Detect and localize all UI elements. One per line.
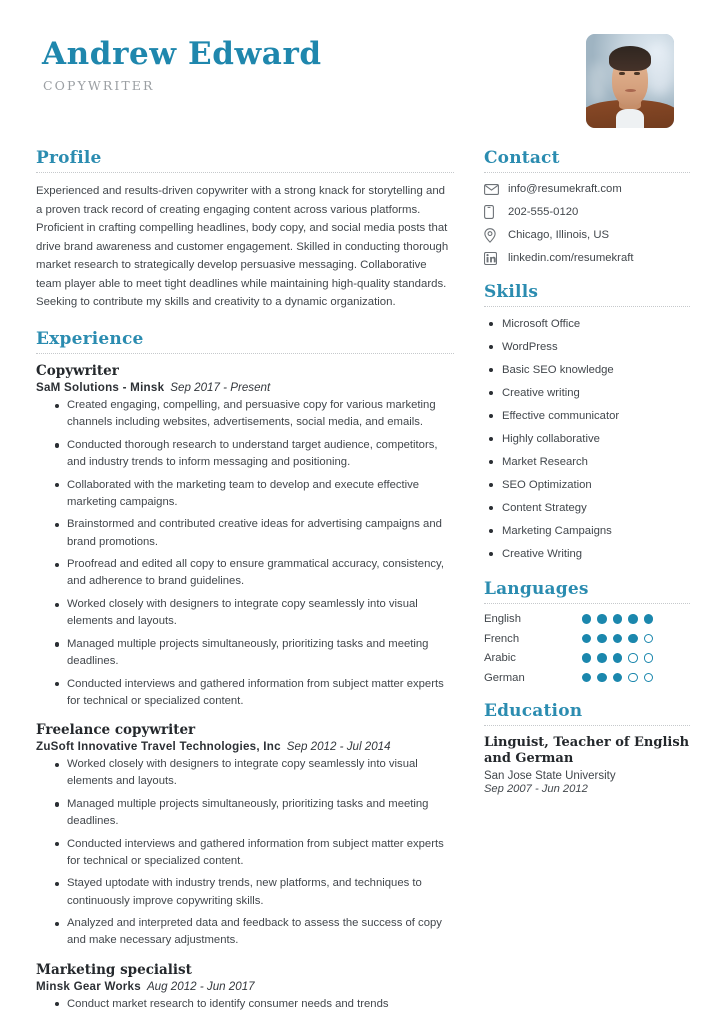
experience-bullet: Stayed uptodate with industry trends, new platforms, and techniques to continuously improve copywriting skills. (55, 875, 454, 909)
language-row (484, 613, 690, 625)
experience-bullet-list (36, 756, 454, 950)
envelope-icon (484, 182, 501, 196)
level-dot-filled (628, 634, 638, 644)
skill-item: Marketing Campaigns (487, 523, 690, 539)
experience-bullet: Worked closely with designers to integrate copy seamlessly into visual elements and layouts. (55, 596, 454, 630)
level-dot-filled (597, 634, 607, 644)
right-column (484, 148, 690, 1030)
experience-meta (36, 980, 454, 993)
language-level-dots (582, 673, 654, 683)
skill-item: SEO Optimization (487, 477, 690, 493)
linkedin-icon (484, 251, 501, 265)
language-row (484, 672, 690, 684)
experience-list (36, 363, 454, 1013)
contact-item[interactable] (484, 182, 690, 196)
experience-item (36, 962, 454, 1013)
skill-item: Creative Writing (487, 546, 690, 562)
level-dot-empty (644, 634, 654, 644)
experience-bullet: Created engaging, compelling, and persuasive copy for various marketing channels including websites, advertisements, social media, and emails. (55, 397, 454, 431)
level-dot-filled (582, 653, 592, 663)
experience-bullet: Worked closely with designers to integrate copy seamlessly into visual elements and layouts. (55, 756, 454, 790)
experience-item (36, 363, 454, 710)
resume-header (36, 30, 690, 148)
avatar-mouth (625, 89, 636, 92)
language-name: Arabic (483, 652, 516, 665)
language-level-dots (582, 653, 654, 663)
experience-bullet: Managed multiple projects simultaneously, prioritizing tasks and meeting deadlines. (55, 636, 454, 670)
experience-dates: Aug 2012 - Jun 2017 (146, 979, 255, 993)
page-title: Andrew Edward (42, 36, 322, 72)
experience-bullet: Conducted interviews and gathered information from subject matter experts for technical or specialized content. (55, 836, 454, 870)
skill-item: Microsoft Office (487, 316, 690, 332)
level-dot-filled (613, 614, 623, 624)
experience-bullet-list (36, 397, 454, 710)
language-row (484, 633, 690, 645)
section-education (484, 701, 690, 796)
contact-value: info@resumekraft.com (507, 183, 622, 195)
experience-bullet: Brainstormed and contributed creative ideas for advertising campaigns and brand promotions. (55, 516, 454, 550)
left-column (36, 148, 454, 1030)
profile-divider (36, 172, 454, 173)
level-dot-filled (597, 673, 607, 683)
experience-bullet: Conducted interviews and gathered information from subject matter experts for technical or specialized content. (55, 676, 454, 710)
contact-value: Chicago, Illinois, US (507, 229, 610, 241)
experience-bullet: Collaborated with the marketing team to develop and execute effective marketing campaigns. (55, 477, 454, 511)
education-list (484, 735, 690, 796)
skills-divider (484, 306, 690, 307)
contact-divider (484, 172, 690, 173)
level-dot-empty (628, 673, 638, 683)
level-dot-empty (644, 673, 654, 683)
experience-item (36, 722, 454, 950)
resume-body (36, 148, 690, 1030)
experience-bullet: Managed multiple projects simultaneously, prioritizing tasks and meeting deadlines. (55, 796, 454, 830)
section-languages (484, 579, 690, 684)
experience-dates: Sep 2012 - Jul 2014 (286, 740, 391, 754)
experience-bullet: Proofread and edited all copy to ensure grammatical accuracy, consistency, and adherence to brand guidelines. (55, 556, 454, 590)
experience-role: Marketing specialist (36, 961, 192, 978)
language-name: German (483, 671, 525, 684)
education-school: San Jose State University (483, 770, 616, 783)
phone-icon (484, 205, 501, 219)
experience-company: Minsk Gear Works (36, 979, 141, 993)
skills-heading: Skills (483, 282, 539, 302)
header-job-title: COPYWRITER (43, 77, 155, 93)
contact-item[interactable] (484, 205, 690, 219)
level-dot-filled (644, 614, 654, 624)
experience-dates: Sep 2017 - Present (170, 381, 271, 395)
level-dot-empty (644, 653, 654, 663)
level-dot-filled (597, 653, 607, 663)
avatar-eye-right (634, 72, 639, 76)
section-contact (484, 148, 690, 265)
experience-meta (36, 381, 454, 394)
location-pin-icon (484, 228, 501, 242)
contact-item[interactable] (484, 251, 690, 265)
section-experience (36, 329, 454, 1013)
level-dot-filled (582, 634, 592, 644)
education-degree: Linguist, Teacher of English and German (483, 734, 690, 766)
contact-value: linkedin.com/resumekraft (507, 252, 634, 264)
experience-divider (36, 353, 454, 354)
language-name: French (483, 632, 520, 645)
skill-item: WordPress (487, 339, 690, 355)
language-name: English (483, 613, 521, 626)
experience-heading: Experience (36, 329, 144, 350)
level-dot-filled (613, 673, 623, 683)
education-heading: Education (483, 700, 583, 721)
language-level-dots (582, 614, 654, 624)
level-dot-filled (597, 614, 607, 624)
avatar-bokeh-right (648, 43, 671, 95)
experience-role: Copywriter (36, 363, 119, 380)
experience-meta (36, 740, 454, 753)
profile-heading: Profile (36, 148, 102, 168)
languages-heading: Languages (483, 579, 589, 600)
experience-company: ZuSoft Innovative Travel Technologies, Inc (36, 740, 281, 754)
skill-item: Basic SEO knowledge (487, 362, 690, 378)
experience-role: Freelance copywriter (36, 722, 196, 739)
language-level-dots (582, 634, 654, 644)
skills-list (484, 316, 690, 562)
contact-heading: Contact (483, 148, 560, 168)
avatar-shirt (616, 109, 644, 128)
skill-item: Creative writing (487, 385, 690, 401)
level-dot-filled (582, 673, 592, 683)
skill-item: Content Strategy (487, 500, 690, 516)
level-dot-filled (628, 614, 638, 624)
level-dot-filled (582, 614, 592, 624)
avatar (586, 34, 674, 128)
avatar-hair (609, 46, 651, 70)
level-dot-filled (613, 634, 623, 644)
section-profile (36, 148, 454, 312)
experience-company: SaM Solutions - Minsk (36, 381, 165, 395)
experience-bullet-list (36, 996, 454, 1013)
profile-text: Experienced and results-driven copywriter with a strong knack for storytelling and a proven track record of creating engaging content across various platforms. Proficient in crafting compelling headlines, body copy, and social media posts that drive brand awareness and customer engagement. Skilled in conducting thorough market research to strategically develop persuasive messaging. Collaborative team player able to meet tight deadlines while maintaining high-quality standards. Seeking to contribute my skills and creativity to a dynamic organization. (36, 185, 449, 309)
contact-item[interactable] (484, 228, 690, 242)
skill-item: Highly collaborative (487, 431, 690, 447)
languages-list (484, 613, 690, 684)
language-row (484, 652, 690, 664)
skill-item: Market Research (487, 454, 690, 470)
contact-value: 202-555-0120 (507, 206, 579, 218)
section-skills (484, 282, 690, 562)
skill-item: Effective communicator (487, 408, 690, 424)
level-dot-filled (613, 653, 623, 663)
education-item (484, 735, 690, 796)
header-text-block (36, 30, 322, 93)
experience-bullet: Conduct market research to identify consumer needs and trends (55, 996, 454, 1013)
languages-divider (484, 603, 690, 604)
avatar-eye-left (619, 72, 624, 76)
contact-list (484, 182, 690, 265)
education-divider (484, 725, 690, 726)
level-dot-empty (628, 653, 638, 663)
education-dates: Sep 2007 - Jun 2012 (483, 783, 588, 796)
experience-bullet: Conducted thorough research to understand target audience, competitors, and industry trends to inform messaging and positioning. (55, 437, 454, 471)
experience-bullet: Analyzed and interpreted data and feedback to assess the success of copy and make necessary adjustments. (55, 915, 454, 949)
